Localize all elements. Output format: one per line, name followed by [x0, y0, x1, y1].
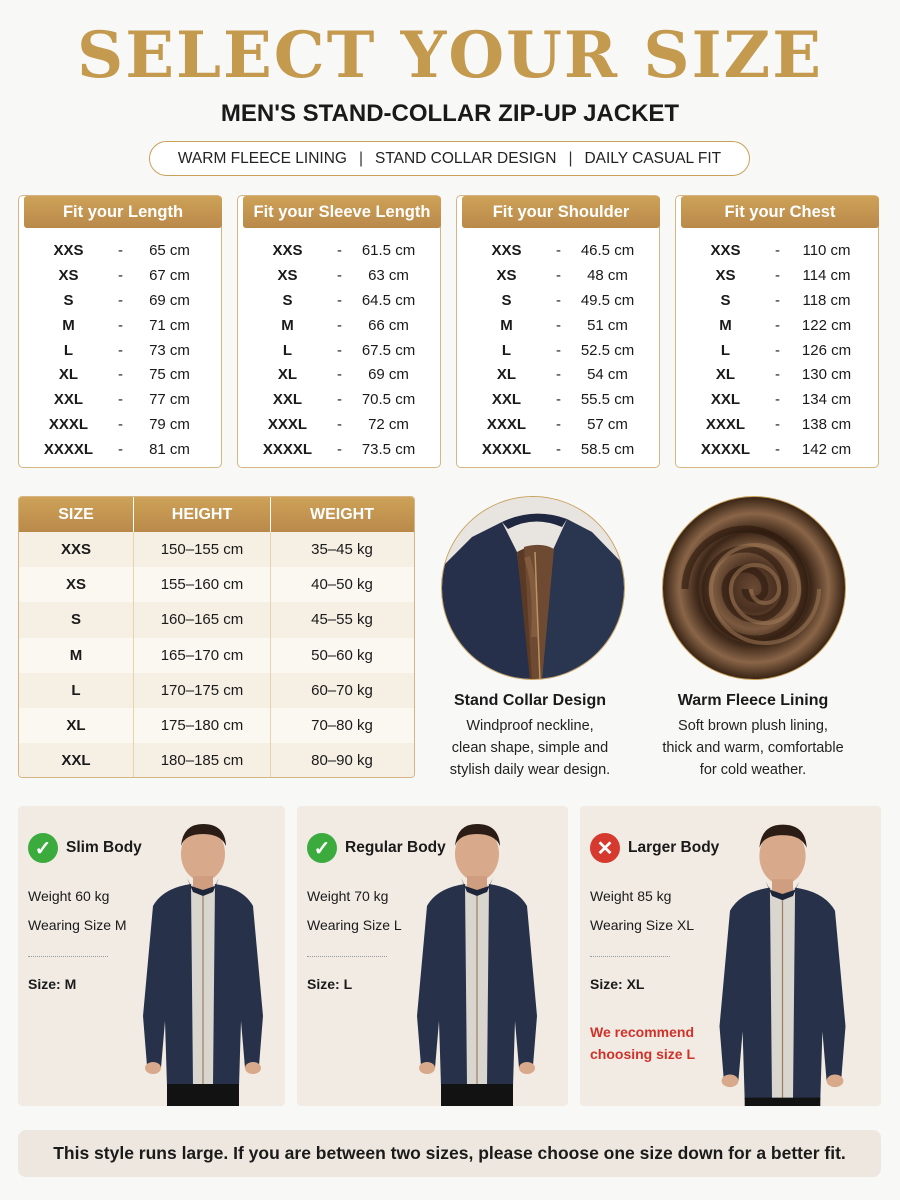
- measurement-value: 57 cm: [587, 416, 628, 434]
- size-label: XXS: [491, 241, 522, 259]
- measurement-value: 142 cm: [801, 441, 852, 459]
- body-panel-regular: [297, 806, 568, 1106]
- weight-cell: 35–45 kg: [311, 541, 373, 559]
- size-cell: S: [19, 602, 134, 637]
- weight-cell: 50–60 kg: [311, 646, 373, 664]
- table-row: [19, 532, 414, 567]
- weight-cell: 40–50 kg: [311, 576, 373, 594]
- model-wearing-size: Wearing Size M: [28, 917, 127, 933]
- fit-row: XXL - 77 cm: [19, 387, 221, 412]
- measurement-value: 46.5 cm: [580, 241, 635, 259]
- fleece-detail-line: for cold weather.: [699, 762, 807, 778]
- height-cell: 160–165 cm: [134, 602, 271, 637]
- size-label: XL: [277, 366, 298, 384]
- measurement-value: 73.5 cm: [361, 441, 416, 459]
- measurement-value: 70.5 cm: [361, 391, 416, 409]
- weight-cell: 60–70 kg: [311, 681, 373, 699]
- size-label: S: [63, 291, 74, 309]
- check-icon: ✓: [307, 833, 337, 863]
- size-label: M: [281, 316, 294, 334]
- fit-row: XL - 54 cm: [457, 362, 659, 387]
- model-weight: Weight 60 kg: [28, 888, 110, 904]
- measurement-value: 61.5 cm: [361, 241, 416, 259]
- fit-row: S - 64.5 cm: [238, 288, 440, 313]
- size-label: XS: [715, 266, 736, 284]
- fit-row: XXXXL - 81 cm: [19, 437, 221, 462]
- fit-card-title: Fit your Sleeve Length: [243, 196, 441, 228]
- measurement-value: 58.5 cm: [580, 441, 635, 459]
- header-size: SIZE: [19, 497, 134, 532]
- height-cell: 175–180 cm: [134, 708, 271, 743]
- jacket-collar-icon: [442, 497, 625, 680]
- feature-collar: STAND COLLAR DESIGN: [374, 149, 557, 167]
- size-label: M: [719, 316, 732, 334]
- divider: [28, 956, 108, 957]
- size-label: L: [720, 341, 731, 359]
- model-weight: Weight 85 kg: [590, 888, 672, 904]
- size-label: XXL: [272, 391, 303, 409]
- collar-detail-title: Stand Collar Design: [453, 692, 607, 709]
- page-title: SELECT YOUR SIZE: [77, 18, 823, 93]
- size-label: M: [62, 316, 75, 334]
- recommendation-line: choosing size L: [590, 1046, 696, 1062]
- size-label: S: [720, 291, 731, 309]
- measurement-value: 75 cm: [149, 366, 190, 384]
- fit-row: XXL - 70.5 cm: [238, 387, 440, 412]
- size-label: XS: [496, 266, 517, 284]
- model-size: Size: M: [28, 976, 77, 992]
- fit-card-title: Fit your Length: [24, 196, 222, 228]
- measurement-value: 134 cm: [801, 391, 852, 409]
- measurement-value: 49.5 cm: [580, 291, 635, 309]
- measurement-value: 73 cm: [149, 341, 190, 359]
- fit-row: XXXXL - 142 cm: [676, 437, 878, 462]
- fit-card-rows: [676, 238, 878, 462]
- body-type-title: Larger Body: [628, 839, 720, 856]
- fit-card-title: Fit your Chest: [681, 196, 879, 228]
- model-weight: Weight 70 kg: [307, 888, 389, 904]
- measurement-value: 122 cm: [801, 316, 852, 334]
- divider: [307, 956, 387, 957]
- size-label: L: [501, 341, 512, 359]
- size-label: L: [282, 341, 293, 359]
- fit-row: XXL - 134 cm: [676, 387, 878, 412]
- fit-row: XXXXL - 73.5 cm: [238, 437, 440, 462]
- fit-row: XXXXL - 58.5 cm: [457, 437, 659, 462]
- measurement-value: 66 cm: [368, 316, 409, 334]
- size-label: XXXL: [705, 416, 746, 434]
- size-label: XXXL: [486, 416, 527, 434]
- size-cell: XS: [19, 567, 134, 602]
- model-wearing-size: Wearing Size XL: [590, 917, 695, 933]
- fleece-detail-line: thick and warm, comfortable: [662, 740, 844, 756]
- fit-row: XXXL - 72 cm: [238, 412, 440, 437]
- fit-card-sleeve-length: [237, 195, 441, 468]
- collar-detail-line: stylish daily wear design.: [449, 762, 611, 778]
- fit-card-rows: [19, 238, 221, 462]
- fit-row: XXS - 65 cm: [19, 238, 221, 263]
- measurement-value: 67 cm: [149, 266, 190, 284]
- measurement-value: 67.5 cm: [361, 341, 416, 359]
- size-label: XS: [58, 266, 79, 284]
- measurement-value: 130 cm: [801, 366, 852, 384]
- feature-fit: DAILY CASUAL FIT: [584, 149, 722, 167]
- body-panel-larger: [580, 806, 881, 1106]
- measurement-value: 79 cm: [149, 416, 190, 434]
- fit-row: XL - 75 cm: [19, 362, 221, 387]
- check-icon: ✓: [28, 833, 58, 863]
- measurement-value: 114 cm: [802, 266, 851, 284]
- height-cell: 150–155 cm: [134, 532, 271, 567]
- size-label: XL: [496, 366, 517, 384]
- fit-row: L - 126 cm: [676, 338, 878, 363]
- header-weight: WEIGHT: [310, 505, 374, 523]
- fit-row: L - 67.5 cm: [238, 338, 440, 363]
- fit-row: XXS - 46.5 cm: [457, 238, 659, 263]
- measurement-value: 138 cm: [801, 416, 852, 434]
- body-type-title: Regular Body: [345, 839, 446, 856]
- fleece-detail-title: Warm Fleece Lining: [677, 692, 829, 709]
- size-label: XXXXL: [262, 441, 313, 459]
- fit-row: XXXL - 57 cm: [457, 412, 659, 437]
- model-wearing-size: Wearing Size L: [307, 917, 402, 933]
- size-label: XXS: [53, 241, 84, 259]
- size-label: XXXXL: [43, 441, 94, 459]
- fit-row: XXXL - 138 cm: [676, 412, 878, 437]
- fit-row: XXS - 110 cm: [676, 238, 878, 263]
- fit-row: M - 71 cm: [19, 313, 221, 338]
- fleece-detail-text: [643, 715, 863, 781]
- table-row: [19, 602, 414, 637]
- size-cell: XXL: [19, 743, 134, 778]
- header-height: HEIGHT: [134, 497, 271, 532]
- measurement-value: 55.5 cm: [580, 391, 635, 409]
- fit-row: XL - 69 cm: [238, 362, 440, 387]
- table-body: [19, 532, 414, 778]
- fleece-detail-image: [662, 496, 846, 680]
- weight-cell: 70–80 kg: [311, 717, 373, 735]
- size-label: XXL: [491, 391, 522, 409]
- measurement-value: 81 cm: [149, 441, 190, 459]
- measurement-value: 65 cm: [149, 241, 190, 259]
- size-label: XS: [277, 266, 298, 284]
- size-label: M: [500, 316, 513, 334]
- size-label: XXL: [53, 391, 84, 409]
- table-row: [19, 673, 414, 708]
- collar-detail-line: clean shape, simple and: [451, 740, 609, 756]
- fit-card-length: [18, 195, 222, 468]
- fit-row: XS - 67 cm: [19, 263, 221, 288]
- recommendation-line: We recommend: [590, 1024, 694, 1040]
- fit-card-shoulder: [456, 195, 660, 468]
- model-figure-icon: [387, 816, 567, 1106]
- size-label: XL: [715, 366, 736, 384]
- feature-separator: |: [358, 149, 363, 167]
- table-row: [19, 638, 414, 673]
- feature-separator: |: [568, 149, 573, 167]
- size-label: XXS: [272, 241, 303, 259]
- model-size: Size: L: [307, 976, 353, 992]
- size-cell: M: [19, 638, 134, 673]
- fit-row: XL - 130 cm: [676, 362, 878, 387]
- product-subtitle: MEN'S STAND-COLLAR ZIP-UP JACKET: [220, 100, 680, 127]
- fit-card-rows: [457, 238, 659, 462]
- fleece-swirl-icon: [663, 497, 846, 680]
- fit-advice-footer: This style runs large. If you are between two sizes, please choose one size down for a better fit.: [18, 1130, 881, 1177]
- fit-row: XS - 63 cm: [238, 263, 440, 288]
- table-row: [19, 567, 414, 602]
- size-label: XXXL: [267, 416, 308, 434]
- body-type-title: Slim Body: [66, 839, 142, 856]
- measurement-value: 77 cm: [149, 391, 190, 409]
- size-label: XXXXL: [700, 441, 751, 459]
- fit-row: S - 118 cm: [676, 288, 878, 313]
- fit-row: M - 122 cm: [676, 313, 878, 338]
- size-height-weight-table: [18, 496, 415, 778]
- measurement-value: 110 cm: [802, 241, 851, 259]
- table-row: [19, 743, 414, 778]
- collar-detail-line: Windproof neckline,: [466, 718, 594, 734]
- measurement-value: 48 cm: [587, 266, 628, 284]
- weight-cell: 80–90 kg: [311, 752, 373, 770]
- model-photo: [113, 816, 285, 1106]
- fit-row: XXS - 61.5 cm: [238, 238, 440, 263]
- feature-fleece: WARM FLEECE LINING: [177, 149, 347, 167]
- weight-cell: 45–55 kg: [311, 611, 373, 629]
- size-label: XXL: [710, 391, 741, 409]
- model-photo: [387, 816, 567, 1106]
- table-row: [19, 708, 414, 743]
- fit-row: S - 69 cm: [19, 288, 221, 313]
- measurement-value: 52.5 cm: [580, 341, 635, 359]
- collar-detail-text: [420, 715, 640, 781]
- height-cell: 155–160 cm: [134, 567, 271, 602]
- fit-row: XS - 48 cm: [457, 263, 659, 288]
- measurement-value: 51 cm: [587, 316, 628, 334]
- fit-card-rows: [238, 238, 440, 462]
- size-label: XXXL: [48, 416, 89, 434]
- divider: [590, 956, 670, 957]
- size-cell: L: [19, 673, 134, 708]
- height-cell: 170–175 cm: [134, 673, 271, 708]
- table-header: [19, 497, 414, 532]
- cross-icon: ✕: [590, 833, 620, 863]
- fit-card-title: Fit your Shoulder: [462, 196, 660, 228]
- size-label: S: [282, 291, 293, 309]
- size-label: XL: [58, 366, 79, 384]
- fleece-detail-line: Soft brown plush lining,: [678, 718, 828, 734]
- measurement-value: 72 cm: [368, 416, 409, 434]
- size-label: S: [501, 291, 512, 309]
- size-label: XXS: [710, 241, 741, 259]
- fit-row: XXXL - 79 cm: [19, 412, 221, 437]
- fit-card-chest: [675, 195, 879, 468]
- measurement-value: 69 cm: [149, 291, 190, 309]
- measurement-value: 118 cm: [802, 291, 851, 309]
- measurement-value: 71 cm: [149, 316, 190, 334]
- height-cell: 165–170 cm: [134, 638, 271, 673]
- fit-row: S - 49.5 cm: [457, 288, 659, 313]
- measurement-value: 54 cm: [587, 366, 628, 384]
- measurement-value: 126 cm: [801, 341, 852, 359]
- height-cell: 180–185 cm: [134, 743, 271, 778]
- size-label: L: [63, 341, 74, 359]
- fit-row: L - 52.5 cm: [457, 338, 659, 363]
- fit-row: M - 66 cm: [238, 313, 440, 338]
- fit-row: XXL - 55.5 cm: [457, 387, 659, 412]
- size-cell: XL: [19, 708, 134, 743]
- measurement-value: 63 cm: [368, 266, 409, 284]
- model-photo: [688, 816, 877, 1106]
- features-pill: [149, 141, 750, 176]
- size-label: XXXXL: [481, 441, 532, 459]
- model-figure-icon: [113, 816, 285, 1106]
- body-panel-slim: [18, 806, 285, 1106]
- collar-detail-image: [441, 496, 625, 680]
- size-cell: XXS: [19, 532, 134, 567]
- model-figure-icon: [688, 816, 877, 1106]
- fit-row: M - 51 cm: [457, 313, 659, 338]
- measurement-value: 64.5 cm: [361, 291, 416, 309]
- measurement-value: 69 cm: [368, 366, 409, 384]
- fit-row: L - 73 cm: [19, 338, 221, 363]
- size-recommendation: [590, 1021, 695, 1065]
- fit-row: XS - 114 cm: [676, 263, 878, 288]
- model-size: Size: XL: [590, 976, 645, 992]
